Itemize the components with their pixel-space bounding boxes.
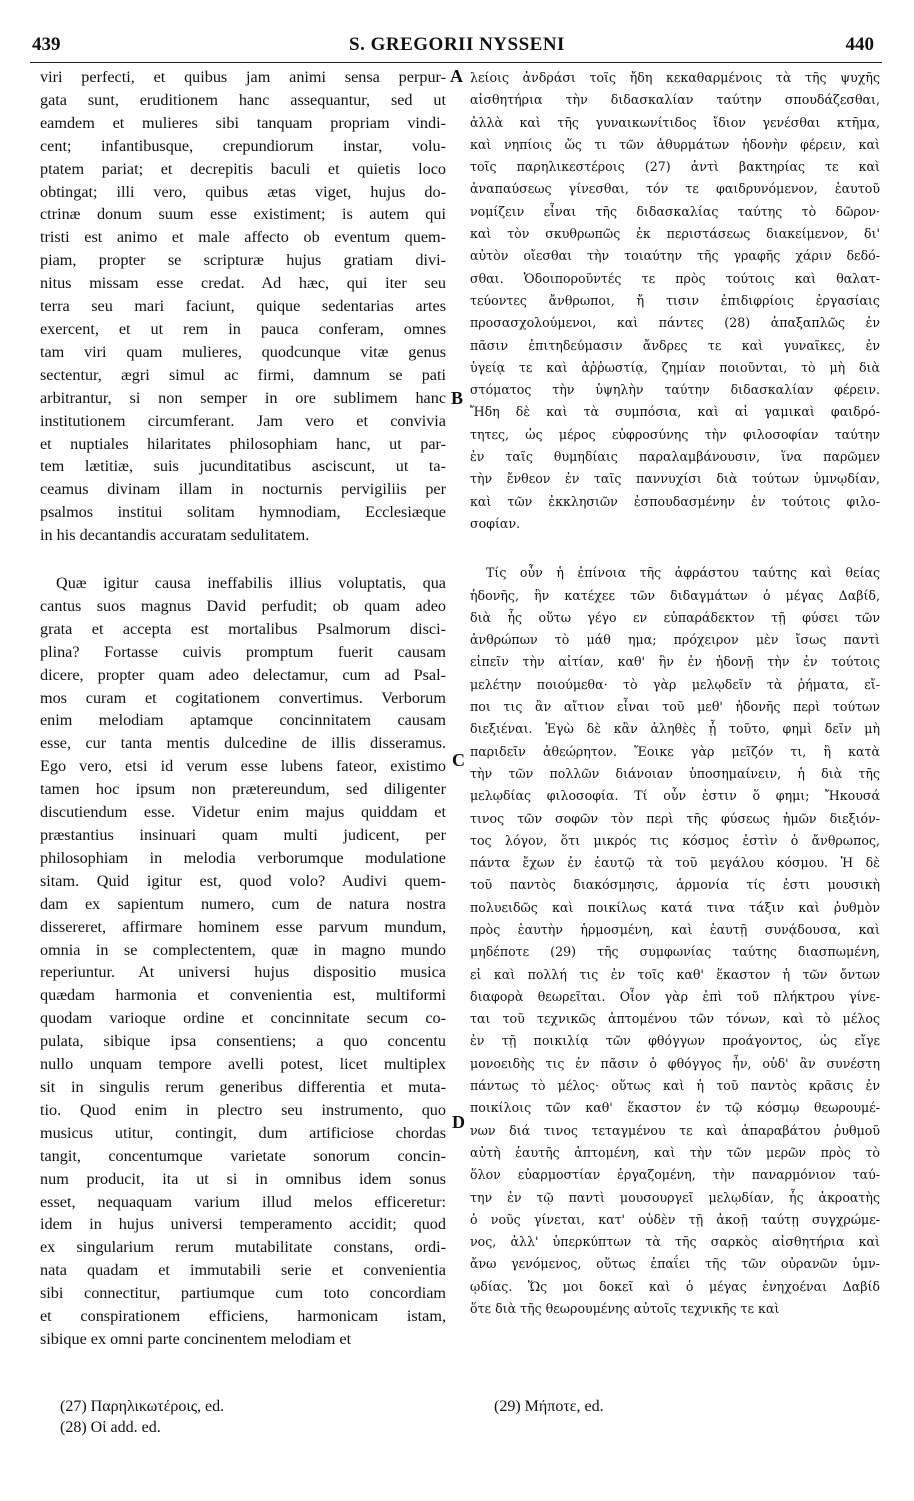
greek-text-line: σθαι. Ὁδοιποροῦντές τε πρὸς τούτοις καὶ θαλατ-	[470, 270, 880, 286]
latin-text-line: ctrinæ donum suum esse existiment; is autem qui	[40, 205, 446, 224]
latin-text-line: et nuptiales hilaritates philosophiam hanc, ut par-	[40, 434, 446, 453]
latin-text-line: sectentur, ægri simul ac firmi, damnum se pati	[40, 365, 446, 384]
greek-text-line: στόματος τὴν ὑψηλὴν ταύτην διδασκαλίαν φέρειν.	[470, 382, 880, 398]
latin-text-line: cantus suos magnus David perfudit; ob quam adeo	[40, 596, 446, 615]
greek-text-line: λείοις ἀνδράσι τοῖς ἤδη κεκαθαρμένοις τὰ τῆς ψυχῆς	[470, 70, 880, 85]
greek-text-line: πάντα ἔχων ἐν ἑαυτῷ τὰ τοῦ μεγάλου κόσμου. Ἡ δὲ	[470, 855, 880, 871]
greek-text-line: τητες, ὡς μέρος εὐφροσύνης τὴν φιλοσοφίαν ταύτην	[470, 426, 880, 442]
greek-text-line: ἐν τῇ ποικιλίᾳ τῶν φθόγγων προάγοντος, ὡς εἴγε	[470, 1033, 880, 1049]
latin-text-line: obtingat; illi vero, quibus ætas viget, hujus do-	[40, 182, 446, 201]
footnote-28: (28) Οἱ add. ed.	[60, 1419, 161, 1436]
greek-text-line: Τίς οὖν ἡ ἐπίνοια τῆς ἀφράστου ταύτης καὶ θείας	[486, 565, 880, 581]
latin-text-line: terra seu mari faciunt, quique sedentarias artes	[40, 297, 446, 316]
latin-paragraph-2	[40, 572, 446, 1351]
latin-text-line: tangit, concentumque varietate sonorum concin-	[40, 1146, 446, 1165]
margin-letter-c: C	[452, 750, 465, 770]
footnote-27: (27) Παρηλικωτέροις, ed.	[60, 1398, 225, 1415]
greek-text-line: ὑγείᾳ τε καὶ ἀῤῥωστίᾳ, ζημίαν ποιοῦνται, τὸ μὴ διὰ	[470, 359, 880, 375]
latin-text-line: enim melodiam aptamque concinnitatem causam	[40, 711, 446, 730]
latin-text-line: ptatem pariat; et decrepitis baculi et quietis loco	[40, 159, 446, 178]
greek-paragraph-1	[470, 67, 880, 535]
greek-text-line: μηδέποτε (29) τῆς συμφωνίας ταύτης διασπωμένη,	[470, 944, 880, 960]
latin-text-line: nata quadam et immutabili serie et convenientia	[40, 1261, 446, 1280]
greek-paragraph-2	[470, 562, 880, 1320]
latin-text-line: dicere, propter quam adeo delectamur, cum ad Psal-	[40, 665, 446, 684]
latin-text-line: sitam. Quid igitur est, quod volo? Audivi quem-	[40, 871, 446, 890]
margin-letter-d: D	[452, 1112, 465, 1132]
latin-text-line: tio. Quod enim in plectro seu instrumento, quo	[40, 1100, 446, 1119]
greek-text-line: τεύοντες ἄνθρωποι, ἤ τισιν ἐπιδιφρίοις ἐργασίαις	[470, 292, 880, 308]
greek-text-line: καὶ τὸν σκυθρωπῶς ἐκ περιστάσεως διακείμενον, δι'	[470, 226, 880, 242]
greek-text-line: εἰ καὶ πολλή τις ἐν τοῖς καθ' ἕκαστον ἡ τῶν ὄντων	[470, 966, 880, 982]
latin-text-line: nullo unquam tempore avelli potest, licet multiplex	[40, 1055, 446, 1074]
greek-text-line: τὴν ἔνθεον ἐν ταῖς παννυχίσι διὰ τούτων ὑμνῳδίαν,	[470, 471, 880, 487]
greek-text-line: ἀναπαύσεως γίνεσθαι, τόν τε φαιδρυνόμενον, ἑαυτοῦ	[470, 181, 880, 197]
latin-text-line: esset, nequaquam varium illud melos efficeretur:	[40, 1192, 446, 1211]
greek-text-line: αἰσθητήρια τὴν διδασκαλίαν ταύτην σπουδάζεσθαι,	[470, 92, 880, 108]
margin-letter-a: A	[450, 66, 463, 86]
greek-text-line: την ἐν τῷ παντὶ μουσουργεῖ μελῳδίαν, ἧς ἀκροατὴς	[470, 1189, 880, 1205]
greek-text-line: πρὸς ἑαυτὴν ἡρμοσμένη, καὶ ἑαυτῇ συνᾴδουσα, καὶ	[470, 921, 880, 937]
greek-text-line: ἀνθρώπων τὸ μάθ ημα; πρόχειρον μὲν ἴσως παντὶ	[470, 632, 880, 648]
greek-text-line: πᾶσιν ἐπιτηδεύμασιν ἄνδρες τε καὶ γυναῖκες, ἐν	[470, 337, 880, 353]
latin-text-line: præstantius insinuari quam multi judicent, per	[40, 826, 446, 844]
latin-text-line: viri perfecti, et quibus jam animi sensa perpur-	[40, 68, 446, 86]
greek-text-line: διὰ ἧς οὕτω γέγο εν εὐπαράδεκτον τῇ φύσει τῶν	[470, 609, 880, 625]
greek-text-line: καὶ νηπίοις ὥς τι τῶν ἀθυρμάτων ἡδονὴν φέρειν, καὶ	[470, 136, 880, 152]
latin-text-line: num producit, ita ut si in omnibus idem sonus	[40, 1169, 446, 1188]
margin-letter-b: B	[451, 388, 464, 408]
greek-column	[470, 67, 880, 1320]
greek-text-line: ἐν ταῖς θυμηδίαις παραλαμβάνουσιν, ἵνα παρῶμεν	[470, 449, 880, 465]
latin-column	[40, 66, 446, 1351]
latin-text-line: tristi est animo et male affecto ob eventum quem-	[40, 228, 446, 247]
page-number-right: 440	[845, 34, 874, 55]
page-number-left: 439	[32, 34, 61, 55]
latin-text-line: tam viri quam mulieres, quodcunque vitæ genus	[40, 342, 446, 361]
greek-text-line: νος, ἀλλ' ὑπερκύπτων τὰ τῆς σαρκὸς αἰσθητήρια καὶ	[470, 1234, 880, 1250]
greek-text-line: τος λόγον, ὅτι μικρός τις κόσμος ἐστὶν ὁ ἄνθρωπος,	[470, 832, 880, 848]
latin-text-line: mos curam et cogitationem convertimus. Verborum	[40, 688, 446, 707]
latin-text-line: piam, propter se scripturæ hujus gratiam divi-	[40, 251, 446, 270]
latin-text-line: dam ex sapientum numero, cum de natura nostra	[40, 894, 446, 913]
latin-text-line: tem lætitiæ, suis jucunditatibus asciscunt, ut ta-	[40, 457, 446, 476]
latin-text-line: grata et accepta est mortalibus Psalmorum disci-	[40, 619, 446, 638]
latin-paragraph-1	[40, 66, 446, 547]
latin-text-line: tamen hoc ipsum non prætereundum, sed diligenter	[40, 780, 446, 799]
greek-text-line: πολυειδῶς καὶ ποικίλως κατά τινα τάξιν καὶ ῥυθμὸν	[470, 899, 880, 915]
latin-text-line: omnia in se complectentem, quæ in magno mundo	[40, 940, 446, 959]
latin-text-line: Quæ igitur causa ineffabilis illius voluptatis, qua	[56, 574, 446, 593]
latin-text-line: dissereret, affirmare hominem esse parvum mundum,	[40, 917, 446, 936]
latin-text-line: arbitrantur, si non semper in ore sublimem hanc	[40, 388, 446, 407]
greek-text-line: ἀλλὰ καὶ τῆς γυναικωνίτιδος ἴδιον γενέσθαι κτῆμα,	[470, 114, 880, 130]
greek-text-line: μελῳδίας φιλοσοφία. Τί οὖν ἐστιν ὅ φημι; Ἤκουσά	[470, 788, 880, 804]
greek-text-line: ται τοῦ τεχνικῶς ἀπτομένου τῶν τόνων, καὶ τὸ μέλος	[470, 1011, 880, 1027]
greek-text-line: μελέτην ποιούμεθα· τὸ γὰρ μελῳδεῖν τὰ ῥήματα, εἴ-	[470, 676, 880, 692]
latin-text-line: institutionem circumferant. Jam vero et convivia	[40, 411, 446, 430]
greek-text-line: μονοειδὴς τις ἐν πᾶσιν ὁ φθόγγος ἦν, οὐδ' ἂν συνέστη	[470, 1055, 880, 1071]
latin-text-line: quodam varioque ordine et concinnitate secum co-	[40, 1009, 446, 1028]
latin-text-line: eamdem et mulieres sibi tanquam propriam vindi-	[40, 113, 446, 132]
greek-text-line: ῳδίας. Ὥς μοι δοκεῖ καὶ ὁ μέγας ἐνηχοέναι Δαβίδ	[470, 1278, 880, 1294]
latin-text-line: sibique ex omni parte concinentem melodiam et	[40, 1329, 352, 1348]
latin-text-line: gata sunt, eruditionem hanc assequantur, sed ut	[40, 90, 446, 109]
latin-text-line: psalmos institui solitam hymnodiam, Ecclesiæque	[40, 503, 446, 522]
greek-text-line: νομίζειν εἶναι τῆς διδασκαλίας ταύτης τὸ δῶρον·	[470, 203, 880, 219]
latin-text-line: esse, cur tanta mentis dulcedine de illis disseramus.	[40, 734, 446, 753]
latin-text-line: Ego vero, etsi id verum esse lubens fateor, existimo	[40, 757, 446, 776]
greek-text-line: προσασχολούμενοι, καὶ πάντες (28) ἁπαξαπλῶς ἐν	[470, 315, 880, 331]
latin-text-line: nitus missam esse credat. Ad hæc, qui iter seu	[40, 274, 446, 293]
latin-text-line: sibi connectitur, partiumque cum toto concordiam	[40, 1284, 446, 1303]
latin-text-line: reperiuntur. At universi hujus dispositio musica	[40, 963, 446, 982]
latin-text-line: quædam harmonia et convenientia est, multiformi	[40, 986, 446, 1005]
greek-text-line: ὅλον εὐαρμοστίαν ἐργαζομένη, τὴν παναρμόνιον ταύ-	[470, 1167, 880, 1183]
greek-text-line: τινος τῶν σοφῶν τὸν περὶ τῆς φύσεως ἡμῶν διεξιόν-	[470, 810, 880, 826]
greek-text-line: καὶ τῶν ἐκκλησιῶν ἐσπουδασμένην ἐν τούτοις φιλο-	[470, 493, 880, 509]
latin-text-line: pulata, sibique ipsa consentiens; a quo concentu	[40, 1032, 446, 1051]
greek-text-line: σοφίαν.	[470, 515, 521, 531]
greek-text-line: τοῖς παρηλικεστέροις (27) ἀντὶ βακτηρίας τε καὶ	[470, 159, 880, 175]
greek-text-line: παριδεῖν ἀθεώρητον. Ἔοικε γὰρ μεῖζόν τι, ἢ κατὰ	[470, 743, 880, 759]
greek-text-line: τοῦ παντὸς διακόσμησις, ἁρμονία τίς ἐστι μουσικὴ	[470, 877, 880, 893]
greek-text-line: αὐτὸν οἴεσθαι τὴν τοιαύτην τῆς γραφῆς χάριν δεδό-	[470, 248, 880, 264]
latin-text-line: ceamus divinam illam in nocturnis pervigiliis per	[40, 480, 446, 499]
greek-text-line: νων διά τινος τεταγμένου τε καὶ ἀπαραβάτου ῥυθμοῦ	[470, 1122, 880, 1138]
greek-text-line: αὐτὴ ἑαυτῆς ἁπτομένη, καὶ τὴν τῶν μερῶν πρὸς τὸ	[470, 1144, 880, 1160]
latin-text-line: et conspirationem efficiens, harmonicam istam,	[40, 1307, 446, 1326]
greek-text-line: πάντως τὸ μέλος· οὕτως καὶ ἡ τοῦ παντὸς κρᾶσις ἐν	[470, 1078, 880, 1094]
running-title: S. GREGORII NYSSENI	[349, 34, 565, 55]
greek-text-line: ποι τις ἂν αἴτιον εἶναι τοῦ μεθ' ἡδονῆς περὶ τούτων	[470, 699, 880, 715]
latin-text-line: exercent, et ut rem in pauca conferam, omnes	[40, 319, 446, 338]
header-rule	[30, 62, 882, 63]
latin-text-line: ex singularium rerum mutabilitate constans, ordi-	[40, 1238, 446, 1257]
footnote-29: (29) Μήποτε, ed.	[494, 1398, 604, 1415]
greek-text-line: εἰπεῖν τὴν αἰτίαν, καθ' ἣν ἐν ἡδονῇ τὴν ἐν τούτοις	[470, 654, 880, 670]
latin-text-line: musicus utitur, contingit, dum artificiose chordas	[40, 1123, 446, 1142]
greek-text-line: Ἤδη δὲ καὶ τὰ συμπόσια, καὶ αἱ γαμικαὶ φαιδρό-	[470, 404, 880, 420]
latin-text-line: plina? Fortasse cuivis promptum fuerit causam	[40, 642, 446, 661]
greek-text-line: διεξιέναι. Ἐγὼ δὲ κἂν ἀληθὲς ᾖ τοῦτο, φημὶ δεῖν μὴ	[470, 721, 880, 737]
latin-text-line: cent; infantibusque, crepundiorum instar, volu-	[40, 136, 446, 155]
latin-text-line: in his decantandis accuratam sedulitatem.	[40, 526, 310, 545]
greek-text-line: ὅτε διὰ τῆς θεωρουμένης αὐτοῖς τεχνικῆς τε καὶ	[470, 1301, 780, 1317]
greek-text-line: ποικίλοις τῶν καθ' ἕκαστον ἐν τῷ κόσμῳ θεωρουμέ-	[470, 1100, 880, 1116]
greek-text-line: ὁ νοῦς γίνεται, κατ' οὐδὲν τῇ ἀκοῇ ταύτῃ συγχρώμε-	[470, 1211, 880, 1227]
greek-text-line: ἄνω γενόμενος, οὕτως ἐπαΐει τῆς τῶν οὐρανῶν ὑμν-	[470, 1256, 880, 1272]
latin-text-line: philosophiam in melodia verborumque modulatione	[40, 848, 446, 867]
latin-text-line: idem in hujus universi temperamento accidit; quod	[40, 1215, 446, 1234]
latin-text-line: discutiendum esse. Videtur enim majus quiddam et	[40, 803, 446, 822]
latin-text-line: sit in singulis rerum generibus differentia et muta-	[40, 1077, 446, 1096]
greek-text-line: τὴν τῶν πολλῶν διάνοιαν ὑποσημαίνειν, ἡ διὰ τῆς	[470, 765, 880, 781]
greek-text-line: ἡδονῆς, ἣν κατέχεε τῶν διδαγμάτων ὁ μέγας Δαβίδ,	[470, 587, 880, 603]
greek-text-line: διαφορὰ θεωρεῖται. Οἷον γὰρ ἐπὶ τοῦ πλήκτρου γίνε-	[470, 988, 880, 1004]
